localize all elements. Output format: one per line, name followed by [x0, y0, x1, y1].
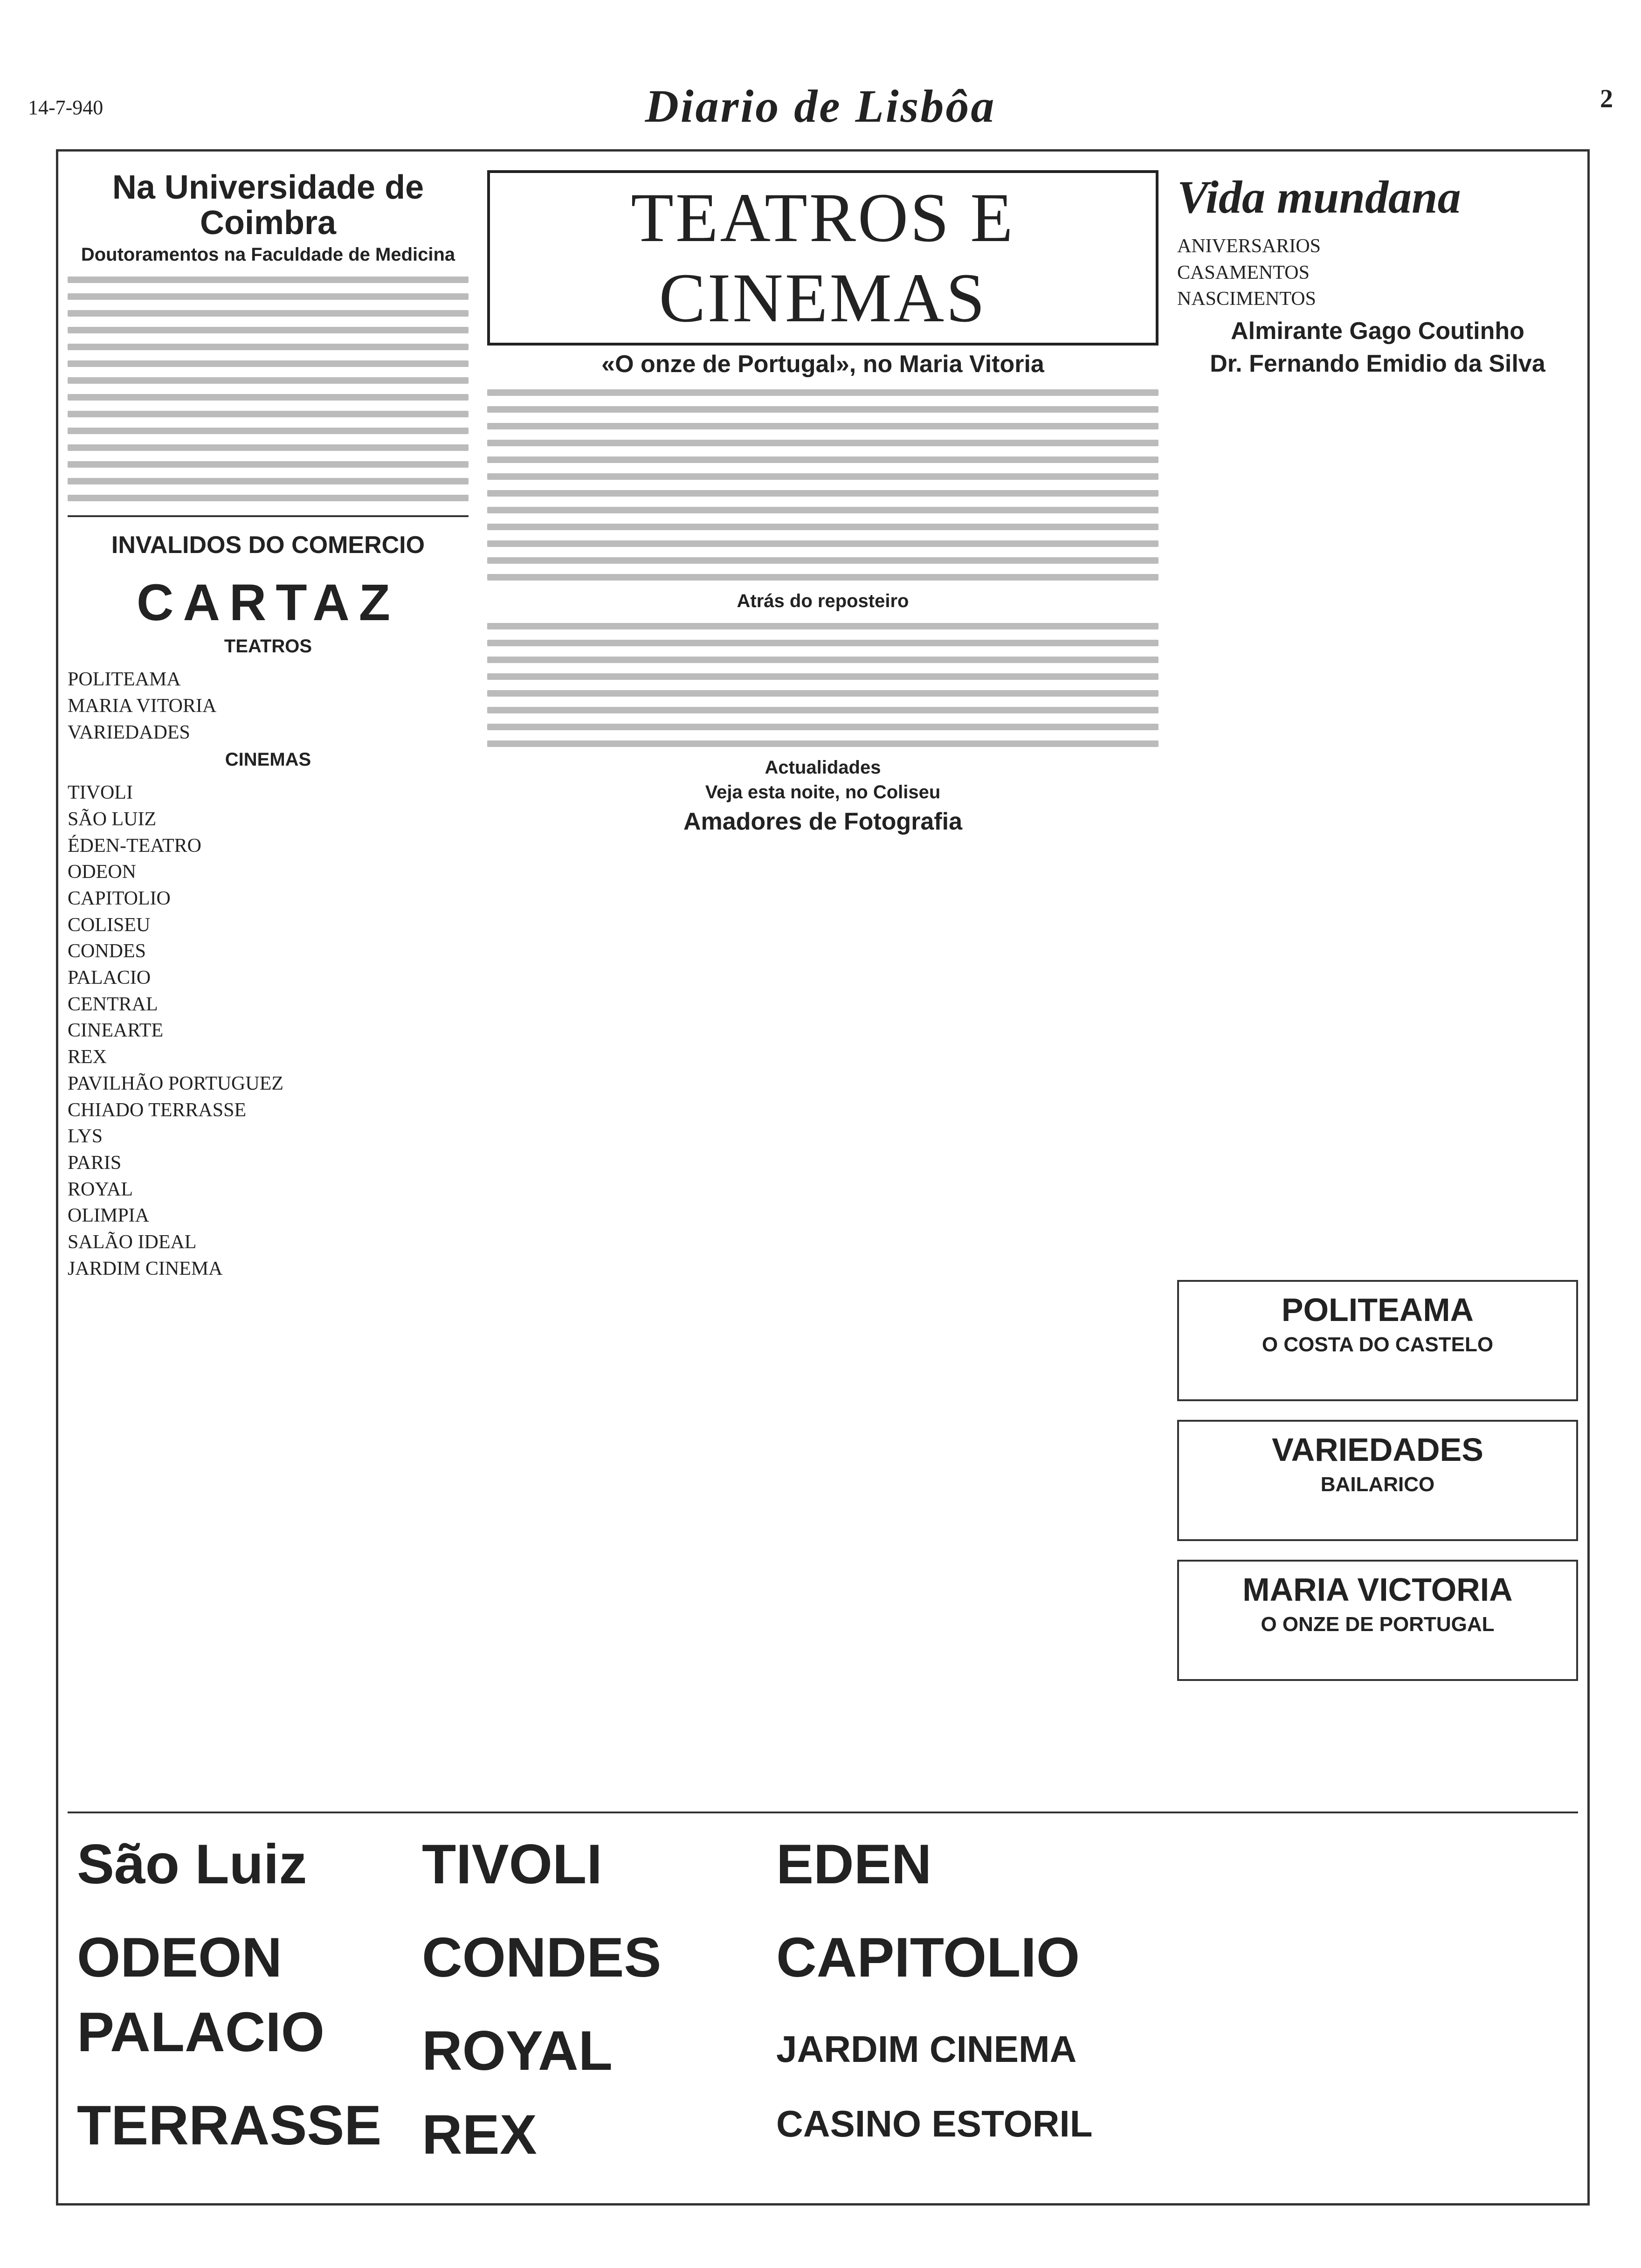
- list-item: MARIA VITORIA: [68, 695, 217, 717]
- ad-variedades: VARIEDADES BAILARICO: [1177, 1420, 1578, 1541]
- list-item: PARIS: [68, 1152, 122, 1174]
- cinema-ad: CAPITOLIO: [776, 1926, 1080, 1989]
- list-item: POLITEAMA: [68, 669, 181, 691]
- list-item: TIVOLI: [68, 782, 133, 804]
- social-sections: [1177, 233, 1578, 312]
- ad-politeama: POLITEAMA O COSTA DO CASTELO: [1177, 1280, 1578, 1401]
- cinema-ads-strip: [68, 1812, 1578, 2186]
- list-item: NASCIMENTOS: [1177, 288, 1316, 310]
- article-headline: Dr. Fernando Emidio da Silva: [1210, 350, 1545, 378]
- article-headline: Na Universidade de Coimbra: [112, 169, 424, 242]
- list-item: JARDIM CINEMA: [68, 1258, 223, 1279]
- list-item: OLIMPIA: [68, 1205, 149, 1227]
- section-headline: Actualidades: [765, 757, 881, 778]
- teatros-list: [68, 666, 469, 746]
- cinema-ad: ROYAL: [422, 2019, 613, 2082]
- list-item: PALACIO: [68, 967, 151, 989]
- article-body: [487, 623, 1158, 747]
- masthead: [28, 75, 1613, 145]
- paper-title: Diario de Lisbôa: [645, 80, 996, 132]
- list-item: CAPITOLIO: [68, 888, 171, 909]
- list-item: VARIEDADES: [68, 721, 190, 743]
- cinema-ad: TIVOLI: [422, 1833, 602, 1895]
- column-left: [68, 170, 469, 1282]
- list-item: LYS: [68, 1126, 103, 1148]
- cinema-ad: ODEON: [77, 1926, 283, 1989]
- list-item: ROYAL: [68, 1178, 133, 1200]
- section-banner: TEATROS E CINEMAS: [487, 170, 1158, 346]
- section-banner: Vida mundana: [1177, 171, 1461, 223]
- cinema-ad: PALACIO: [77, 2001, 325, 2063]
- list-item: COLISEU: [68, 914, 151, 936]
- cinema-ad: TERRASSE: [77, 2094, 382, 2157]
- page-frame: [56, 149, 1590, 2206]
- list-item: PAVILHÃO PORTUGUEZ: [68, 1072, 284, 1094]
- list-item: ÉDEN-TEATRO: [68, 835, 201, 857]
- article-headline: «O onze de Portugal», no Maria Vitoria: [601, 351, 1044, 378]
- list-item: CHIADO TERRASSE: [68, 1099, 247, 1121]
- article-body: [487, 389, 1158, 581]
- article-headline: Almirante Gago Coutinho: [1231, 318, 1524, 345]
- list-item: SÃO LUIZ: [68, 808, 157, 830]
- cinema-ad: REX: [422, 2103, 537, 2166]
- list-item: CONDES: [68, 940, 146, 962]
- teatros-label: TEATROS: [224, 636, 312, 657]
- section-headline: Veja esta noite, no Coliseu: [705, 782, 941, 802]
- cinema-ad: EDEN: [776, 1833, 932, 1895]
- divider: [68, 515, 469, 517]
- cinema-ad: São Luiz: [77, 1833, 307, 1895]
- section-headline: INVALIDOS DO COMERCIO: [111, 532, 425, 559]
- cinema-ad: JARDIM CINEMA: [776, 2028, 1077, 2070]
- article-body: [68, 277, 469, 501]
- list-item: CASAMENTOS: [1177, 262, 1310, 284]
- page-number: 2: [1600, 84, 1613, 113]
- cinema-ad: CONDES: [422, 1926, 662, 1989]
- column-center: [487, 170, 1158, 836]
- issue-date: 14-7-940: [28, 96, 103, 119]
- photo-ad: Amadores de Fotografia: [683, 808, 963, 835]
- cinemas-list: [68, 780, 469, 1282]
- list-item: REX: [68, 1046, 107, 1068]
- list-item: CENTRAL: [68, 993, 158, 1015]
- list-item: CINEARTE: [68, 1020, 164, 1042]
- cinema-ad: CASINO ESTORIL: [776, 2103, 1093, 2144]
- list-item: SALÃO IDEAL: [68, 1231, 197, 1253]
- cinemas-label: CINEMAS: [225, 749, 311, 770]
- list-item: ANIVERSARIOS: [1177, 235, 1321, 257]
- cartaz-heading: CARTAZ: [137, 574, 400, 632]
- section-headline: Atrás do reposteiro: [737, 591, 909, 611]
- list-item: ODEON: [68, 861, 136, 883]
- column-right: [1177, 170, 1578, 1636]
- article-subhead: Doutoramentos na Faculdade de Medicina: [81, 244, 455, 265]
- ad-maria-victoria: MARIA VICTORIA O ONZE DE PORTUGAL: [1177, 1560, 1578, 1681]
